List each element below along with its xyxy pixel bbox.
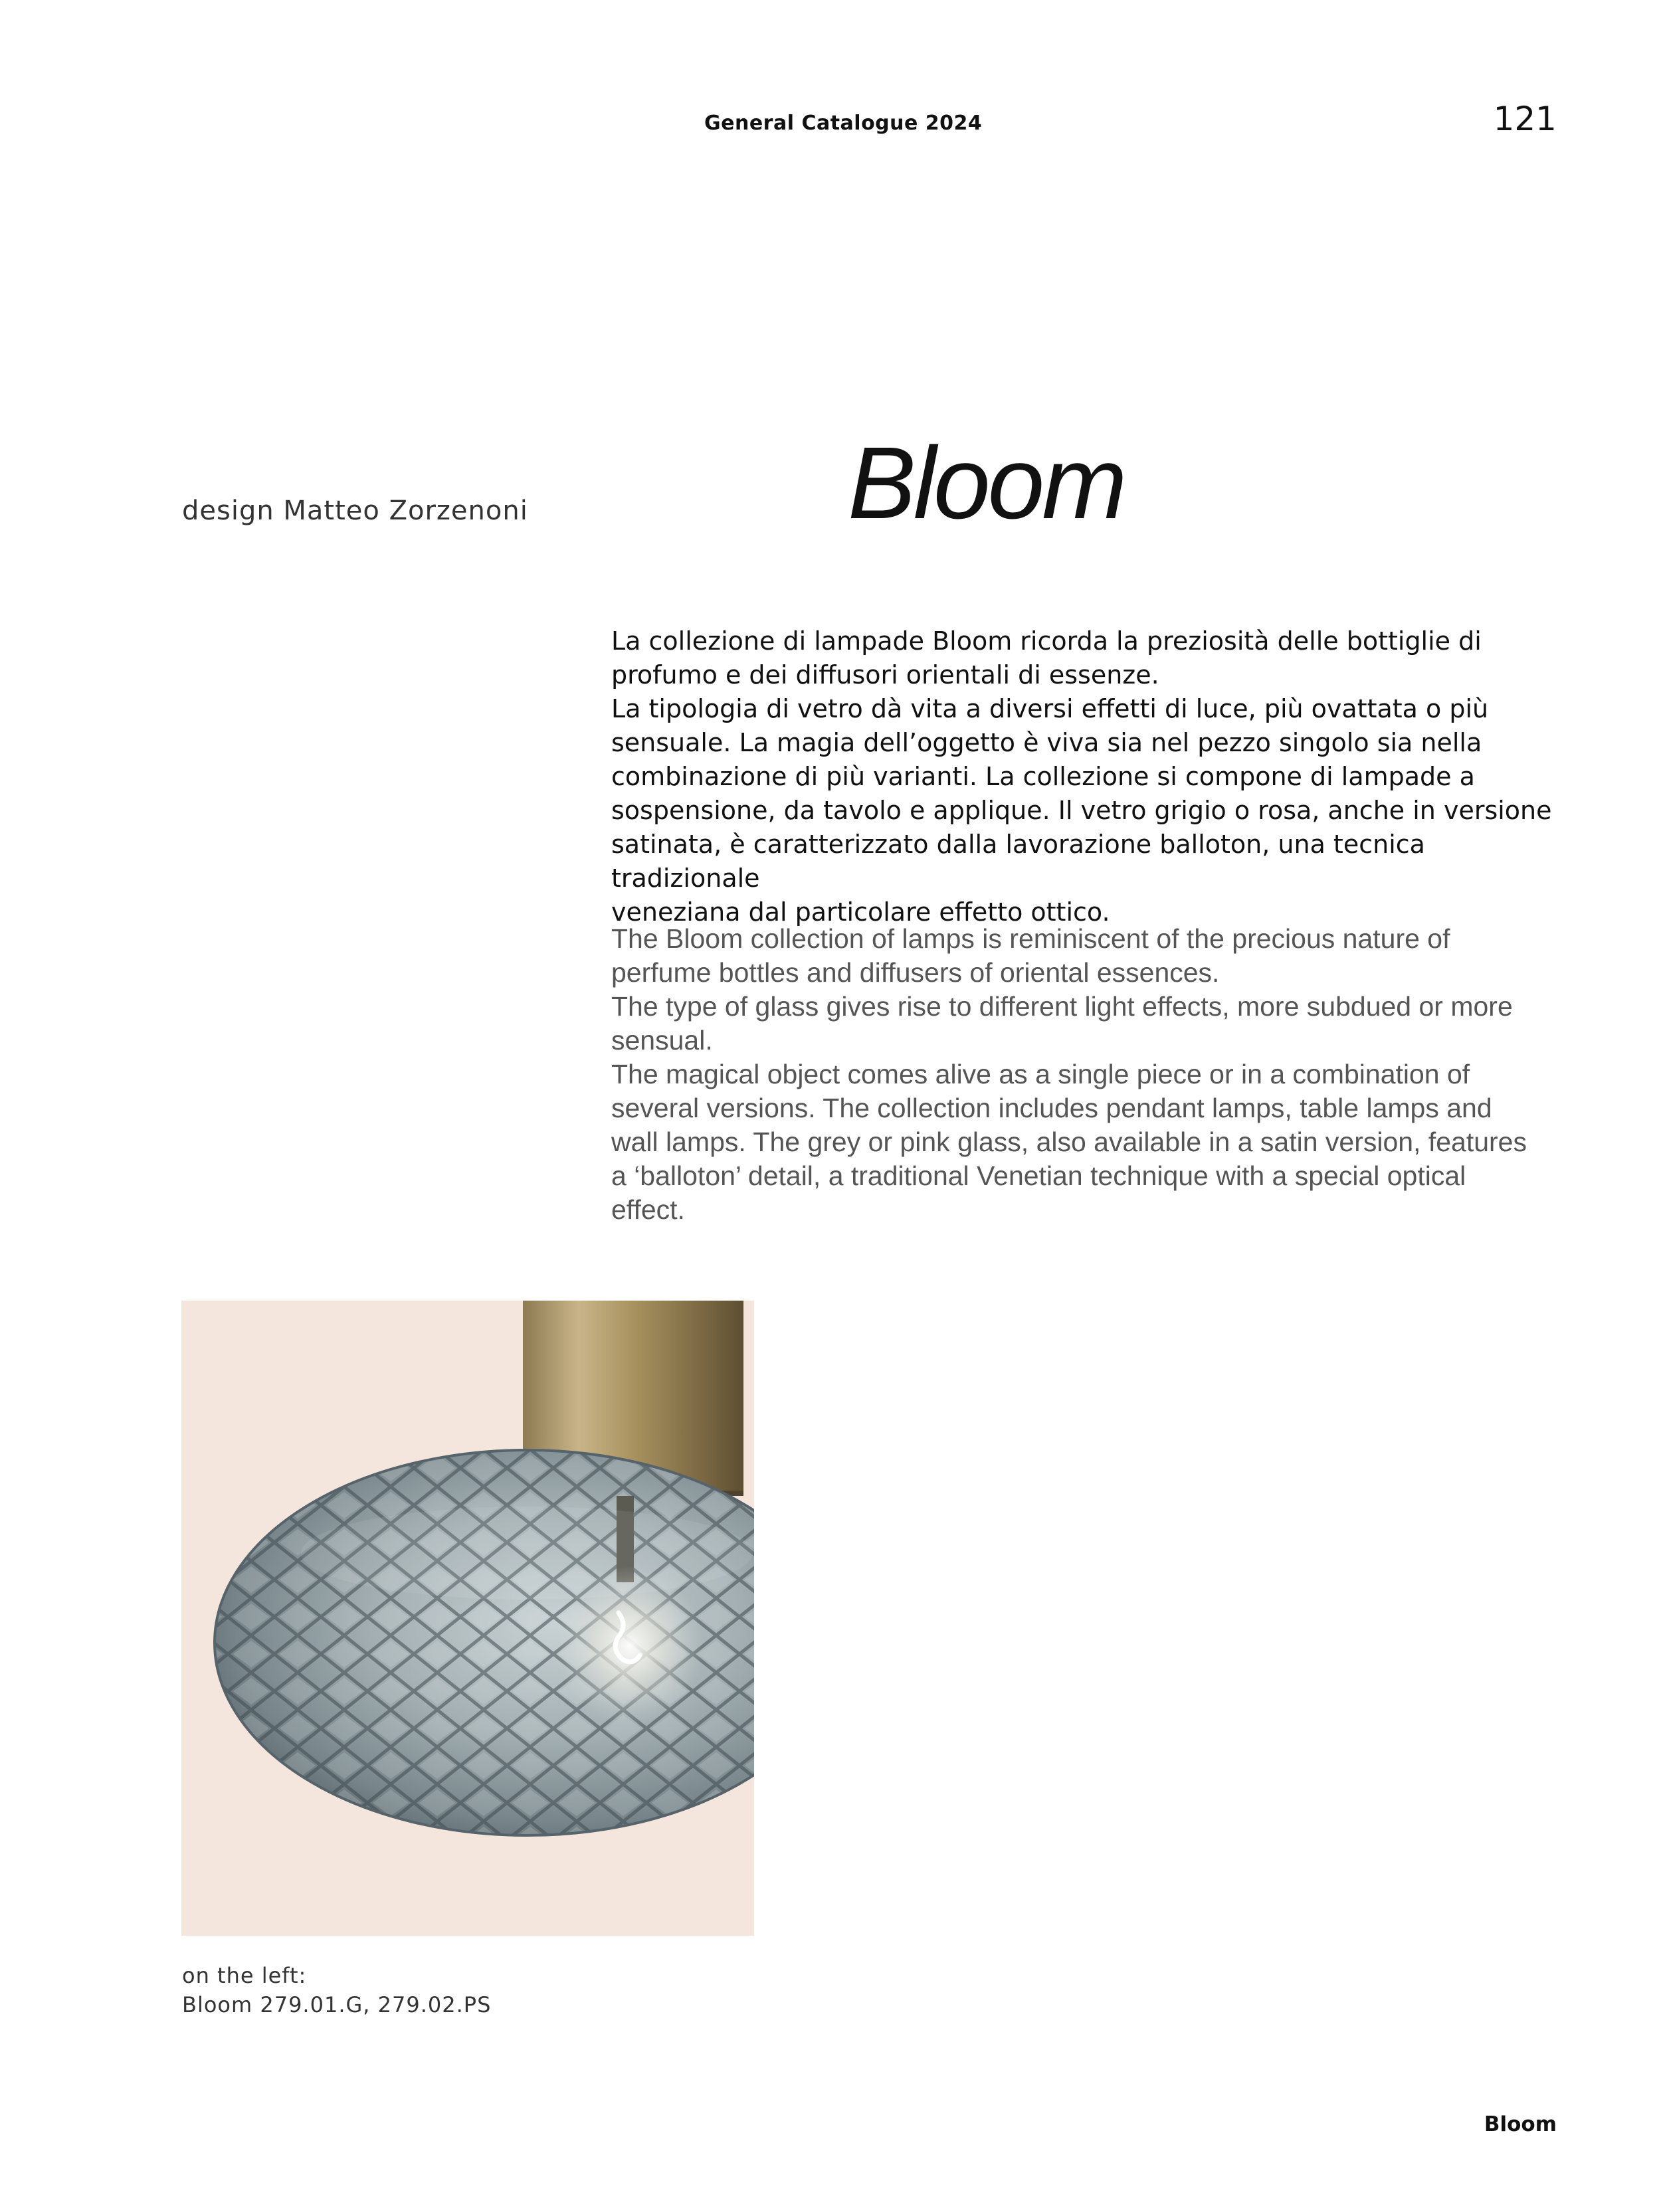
english-line: The magical object comes alive as a single piece or in a combination of [611,1059,1470,1089]
caption-line: Bloom 279.01.G, 279.02.PS [182,1992,492,2017]
english-line: several versions. The collection includes pendant lamps, table lamps and [611,1093,1492,1123]
english-line: effect. [611,1194,685,1225]
catalogue-title: General Catalogue 2024 [704,112,983,135]
bloom-pendant-lamp-illustration [181,1301,754,1936]
english-line: The type of glass gives rise to different light effects, more subdued or more [611,991,1513,1022]
page-number: 121 [1493,100,1557,138]
english-line: wall lamps. The grey or pink glass, also available in a satin version, features [611,1127,1527,1157]
photo-caption [182,1961,491,2019]
caption-line: on the left: [182,1963,307,1988]
italian-description [611,624,1561,929]
english-line: a ‘balloton’ detail, a traditional Venetian technique with a special optical [611,1160,1466,1191]
english-line: sensual. [611,1025,713,1056]
italian-line: satinata, è caratterizzato dalla lavorazione balloton, una tecnica tradizionale [611,830,1425,893]
lamp-photo [181,1301,754,1936]
english-description [611,922,1561,1227]
english-line: perfume bottles and diffusers of oriental essences. [611,957,1220,988]
collection-title: Bloom [848,426,1125,540]
designer-credit: design Matteo Zorzenoni [182,496,528,526]
italian-line: profumo e dei diffusori orientali di essenze. [611,660,1159,690]
italian-line: sospensione, da tavolo e applique. Il vetro grigio o rosa, anche in versione [611,796,1552,825]
english-line: The Bloom collection of lamps is reminiscent of the precious nature of [611,923,1450,954]
italian-line: La collezione di lampade Bloom ricorda la preziosità delle bottiglie di [611,626,1482,656]
italian-line: combinazione di più varianti. La collezione si compone di lampade a [611,762,1475,791]
italian-line: sensuale. La magia dell’oggetto è viva sia nel pezzo singolo sia nella [611,728,1482,757]
section-label: Bloom [1484,2112,1557,2136]
italian-line: veneziana dal particolare effetto ottico. [611,897,1110,927]
glass-highlight [301,1507,753,1600]
italian-line: La tipologia di vetro dà vita a diversi effetti di luce, più ovattata o più [611,694,1489,723]
